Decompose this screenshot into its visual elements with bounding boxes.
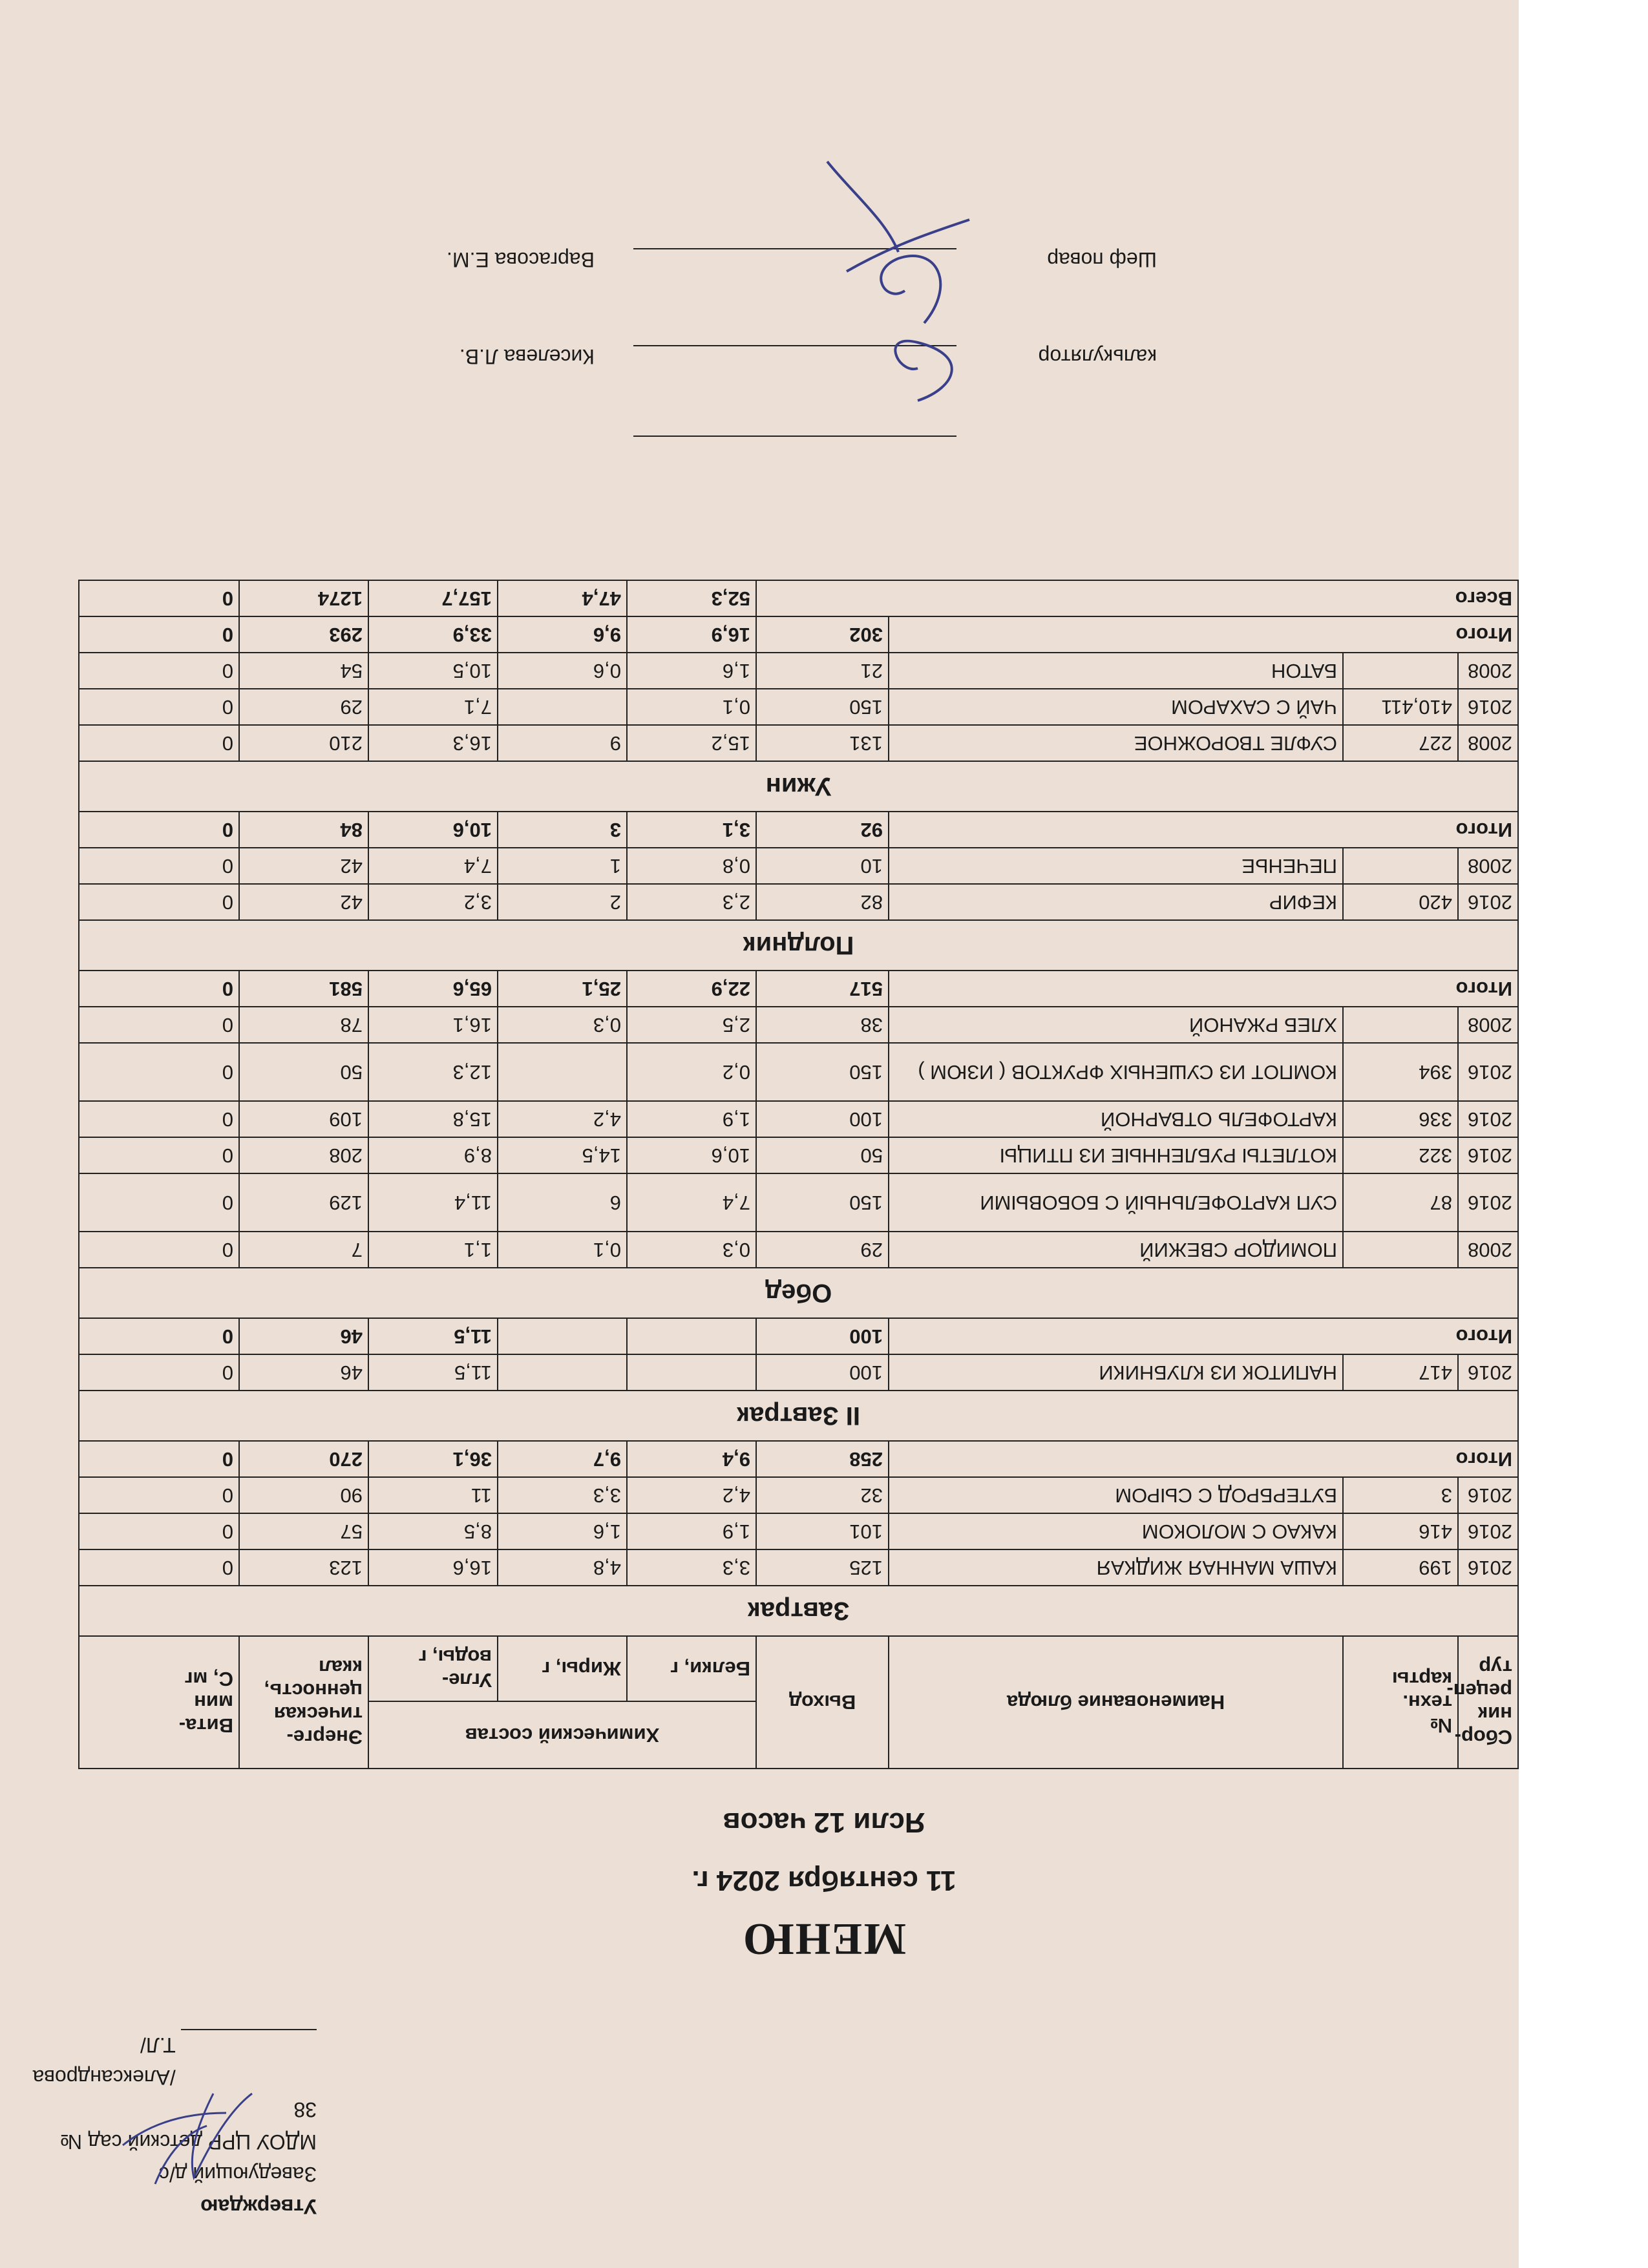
total-label: Итого <box>889 971 1518 1007</box>
cell-vitamin: 0 <box>79 1513 239 1549</box>
table-row <box>79 1477 1518 1513</box>
cell-card: 420 <box>1343 884 1458 920</box>
cell-fats: 0,6 <box>498 653 627 689</box>
grand-total-proteins: 52,3 <box>627 580 756 616</box>
cell-carbs: 11,4 <box>368 1173 498 1232</box>
meal-header-row <box>79 761 1518 812</box>
total-energy: 46 <box>239 1318 368 1354</box>
meal-name: Полдник <box>79 920 1518 971</box>
cell-energy: 78 <box>239 1007 368 1043</box>
cell-card: 416 <box>1343 1513 1458 1549</box>
cell-energy: 90 <box>239 1477 368 1513</box>
total-carbs: 36,1 <box>368 1441 498 1477</box>
total-yield: 517 <box>756 971 889 1007</box>
total-vitamin: 0 <box>79 1318 239 1354</box>
signature-row-extra-line <box>252 426 1157 459</box>
cell-energy: 54 <box>239 653 368 689</box>
cell-yield: 10 <box>756 848 889 884</box>
cell-vitamin: 0 <box>79 689 239 725</box>
signature-role: калькулятор <box>1038 345 1157 368</box>
cell-collection: 2016 <box>1458 884 1518 920</box>
cell-vitamin: 0 <box>79 884 239 920</box>
cell-fats: 0,1 <box>498 1232 627 1268</box>
cell-dish: БАТОН <box>889 653 1343 689</box>
cell-dish: ЧАЙ С САХАРОМ <box>889 689 1343 725</box>
total-vitamin: 0 <box>79 812 239 848</box>
table-row <box>79 1043 1518 1101</box>
cell-card <box>1343 653 1458 689</box>
handwritten-signature <box>801 155 995 414</box>
header-fats: Жиры, г <box>498 1636 627 1701</box>
cell-fats: 9 <box>498 725 627 761</box>
header-carbs: Угле- воды, г <box>368 1636 498 1701</box>
cell-yield: 21 <box>756 653 889 689</box>
total-proteins: 16,9 <box>627 616 756 653</box>
header-tech-card: № техн. карты <box>1343 1636 1458 1769</box>
cell-carbs: 16,3 <box>368 725 498 761</box>
cell-proteins: 4,2 <box>627 1477 756 1513</box>
total-row <box>79 1318 1518 1354</box>
cell-fats: 3,3 <box>498 1477 627 1513</box>
total-yield: 258 <box>756 1441 889 1477</box>
cell-yield: 100 <box>756 1354 889 1391</box>
cell-vitamin: 0 <box>79 1101 239 1137</box>
cell-energy: 42 <box>239 884 368 920</box>
grand-total-fats: 47,4 <box>498 580 627 616</box>
cell-proteins: 1,6 <box>627 653 756 689</box>
cell-proteins: 3,3 <box>627 1549 756 1586</box>
document-date: 11 сентября 2024 г. <box>692 1865 956 1896</box>
cell-yield: 100 <box>756 1101 889 1137</box>
cell-carbs: 11,5 <box>368 1354 498 1391</box>
cell-proteins: 1,9 <box>627 1101 756 1137</box>
cell-yield: 125 <box>756 1549 889 1586</box>
menu-table-body <box>79 580 1518 1636</box>
cell-proteins: 0,8 <box>627 848 756 884</box>
cell-card: 336 <box>1343 1101 1458 1137</box>
cell-proteins: 0,2 <box>627 1043 756 1101</box>
total-row <box>79 1441 1518 1477</box>
total-energy: 270 <box>239 1441 368 1477</box>
cell-dish: БУТЕРБРОД С СЫРОМ <box>889 1477 1343 1513</box>
cell-dish: ПЕЧЕНЬЕ <box>889 848 1343 884</box>
cell-vitamin: 0 <box>79 1477 239 1513</box>
total-yield: 100 <box>756 1318 889 1354</box>
cell-dish: СУФЛЕ ТВОРОЖНОЕ <box>889 725 1343 761</box>
total-row <box>79 812 1518 848</box>
table-row <box>79 1007 1518 1043</box>
cell-proteins: 0,1 <box>627 689 756 725</box>
cell-fats: 6 <box>498 1173 627 1232</box>
signature-person: Варгасова Е.М. <box>447 248 595 271</box>
approval-title: Утверждаю <box>200 2195 317 2218</box>
menu-table <box>78 580 1519 1769</box>
meal-header-row <box>79 1586 1518 1636</box>
cell-yield: 50 <box>756 1137 889 1173</box>
cell-collection: 2016 <box>1458 1137 1518 1173</box>
header-proteins: Белки, г <box>627 1636 756 1701</box>
cell-yield: 150 <box>756 1043 889 1101</box>
table-row <box>79 689 1518 725</box>
table-row <box>79 884 1518 920</box>
cell-fats: 1,6 <box>498 1513 627 1549</box>
cell-proteins: 10,6 <box>627 1137 756 1173</box>
cell-card: 322 <box>1343 1137 1458 1173</box>
header-chem: Химический состав <box>368 1701 756 1769</box>
cell-yield: 131 <box>756 725 889 761</box>
cell-fats: 0,3 <box>498 1007 627 1043</box>
cell-card: 410,411 <box>1343 689 1458 725</box>
cell-card: 3 <box>1343 1477 1458 1513</box>
cell-energy: 46 <box>239 1354 368 1391</box>
cell-yield: 150 <box>756 1173 889 1232</box>
meal-header-row <box>79 920 1518 971</box>
grand-total-vitamin: 0 <box>79 580 239 616</box>
total-vitamin: 0 <box>79 616 239 653</box>
total-carbs: 65,6 <box>368 971 498 1007</box>
cell-collection: 2016 <box>1458 1513 1518 1549</box>
cell-vitamin: 0 <box>79 725 239 761</box>
cell-vitamin: 0 <box>79 1173 239 1232</box>
signature-row-chef <box>252 239 1157 271</box>
meal-header-row <box>79 1268 1518 1318</box>
cell-dish: КАКАО С МОЛОКОМ <box>889 1513 1343 1549</box>
meal-name: Завтрак <box>79 1586 1518 1636</box>
cell-fats: 4,2 <box>498 1101 627 1137</box>
table-row <box>79 1549 1518 1586</box>
total-proteins: 22,9 <box>627 971 756 1007</box>
table-row <box>79 1137 1518 1173</box>
cell-collection: 2016 <box>1458 1043 1518 1101</box>
total-fats: 25,1 <box>498 971 627 1007</box>
signature-underline <box>633 436 956 437</box>
cell-fats: 14,5 <box>498 1137 627 1173</box>
cell-fats <box>498 1354 627 1391</box>
cell-card: 87 <box>1343 1173 1458 1232</box>
total-energy: 581 <box>239 971 368 1007</box>
header-dish: Наименование блюда <box>889 1636 1343 1769</box>
approval-position: Заведующий д/с <box>158 2163 317 2186</box>
cell-collection: 2016 <box>1458 1477 1518 1513</box>
cell-collection: 2016 <box>1458 1101 1518 1137</box>
cell-fats: 1 <box>498 848 627 884</box>
cell-vitamin: 0 <box>79 1137 239 1173</box>
cell-dish: КАРТОФЕЛЬ ОТВАРНОЙ <box>889 1101 1343 1137</box>
total-carbs: 11,5 <box>368 1318 498 1354</box>
total-row <box>79 971 1518 1007</box>
cell-proteins: 2,5 <box>627 1007 756 1043</box>
approval-org: МДОУ ЦРР детский сад № 38 <box>59 2098 317 2154</box>
cell-yield: 29 <box>756 1232 889 1268</box>
cell-energy: 210 <box>239 725 368 761</box>
cell-collection: 2008 <box>1458 1232 1518 1268</box>
cell-vitamin: 0 <box>79 1007 239 1043</box>
total-yield: 302 <box>756 616 889 653</box>
cell-vitamin: 0 <box>79 1043 239 1101</box>
cell-proteins: 1,9 <box>627 1513 756 1549</box>
cell-carbs: 12,3 <box>368 1043 498 1101</box>
grand-total-carbs: 157,7 <box>368 580 498 616</box>
cell-carbs: 10,5 <box>368 653 498 689</box>
cell-yield: 150 <box>756 689 889 725</box>
total-fats: 9,6 <box>498 616 627 653</box>
meal-header-row <box>79 1391 1518 1441</box>
cell-energy: 50 <box>239 1043 368 1101</box>
total-row <box>79 616 1518 653</box>
table-row <box>79 653 1518 689</box>
cell-energy: 208 <box>239 1137 368 1173</box>
cell-proteins: 0,3 <box>627 1232 756 1268</box>
cell-vitamin: 0 <box>79 1549 239 1586</box>
grand-total-energy: 1274 <box>239 580 368 616</box>
total-fats: 3 <box>498 812 627 848</box>
cell-carbs: 16,1 <box>368 1007 498 1043</box>
cell-energy: 29 <box>239 689 368 725</box>
table-row <box>79 1232 1518 1268</box>
grand-total-label: Всего <box>756 580 1518 616</box>
cell-carbs: 11 <box>368 1477 498 1513</box>
signature-role: Шеф повар <box>1047 248 1157 271</box>
cell-carbs: 8,9 <box>368 1137 498 1173</box>
total-proteins <box>627 1318 756 1354</box>
cell-carbs: 16,6 <box>368 1549 498 1586</box>
cell-energy: 42 <box>239 848 368 884</box>
cell-card: 394 <box>1343 1043 1458 1101</box>
cell-fats <box>498 1043 627 1101</box>
cell-energy: 57 <box>239 1513 368 1549</box>
total-vitamin: 0 <box>79 1441 239 1477</box>
cell-yield: 82 <box>756 884 889 920</box>
cell-carbs: 8,5 <box>368 1513 498 1549</box>
cell-dish: СУП КАРТОФЕЛЬНЫЙ С БОБОВЫМИ <box>889 1173 1343 1232</box>
cell-dish: КОТЛЕТЫ РУБЛЕННЫЕ ИЗ ПТИЦЫ <box>889 1137 1343 1173</box>
cell-collection: 2008 <box>1458 1007 1518 1043</box>
cell-collection: 2016 <box>1458 1173 1518 1232</box>
cell-card: 199 <box>1343 1549 1458 1586</box>
cell-proteins: 2,3 <box>627 884 756 920</box>
table-row <box>79 1513 1518 1549</box>
meal-name: Обед <box>79 1268 1518 1318</box>
cell-fats: 2 <box>498 884 627 920</box>
total-label: Итого <box>889 616 1518 653</box>
cell-vitamin: 0 <box>79 653 239 689</box>
cell-fats <box>498 689 627 725</box>
cell-energy: 123 <box>239 1549 368 1586</box>
cell-collection: 2008 <box>1458 725 1518 761</box>
cell-fats: 4,8 <box>498 1549 627 1586</box>
total-label: Итого <box>889 1318 1518 1354</box>
table-row <box>79 1354 1518 1391</box>
signature-person: Киселева Л.В. <box>459 345 595 368</box>
cell-energy: 7 <box>239 1232 368 1268</box>
total-fats: 9,7 <box>498 1441 627 1477</box>
group-name: Ясли 12 часов <box>723 1807 925 1838</box>
cell-collection: 2008 <box>1458 848 1518 884</box>
meal-name: II Завтрак <box>79 1391 1518 1441</box>
signature-underline <box>181 2029 317 2051</box>
total-carbs: 10,6 <box>368 812 498 848</box>
cell-dish: ПОМИДОР СВЕЖИЙ <box>889 1232 1343 1268</box>
cell-card: 227 <box>1343 725 1458 761</box>
cell-dish: КАША МАННАЯ ЖИДКАЯ <box>889 1549 1343 1586</box>
header-vitamin: Вита- мин С, мг <box>79 1636 239 1769</box>
cell-card <box>1343 1007 1458 1043</box>
document-title: МЕНЮ <box>741 1914 907 1964</box>
cell-yield: 38 <box>756 1007 889 1043</box>
cell-vitamin: 0 <box>79 1354 239 1391</box>
table-row <box>79 725 1518 761</box>
header-collection: Сбор- ник рецеп- тур <box>1458 1636 1518 1769</box>
total-energy: 293 <box>239 616 368 653</box>
cell-energy: 109 <box>239 1101 368 1137</box>
total-energy: 84 <box>239 812 368 848</box>
cell-proteins <box>627 1354 756 1391</box>
total-carbs: 33,9 <box>368 616 498 653</box>
total-vitamin: 0 <box>79 971 239 1007</box>
approval-name: /Александрова Т.Л/ <box>32 2033 176 2089</box>
cell-dish: КЕФИР <box>889 884 1343 920</box>
grand-total-row <box>79 580 1518 616</box>
header-energy: Энерге- тическая ценность, ккал <box>239 1636 368 1769</box>
cell-vitamin: 0 <box>79 1232 239 1268</box>
cell-carbs: 15,8 <box>368 1101 498 1137</box>
total-proteins: 3,1 <box>627 812 756 848</box>
cell-yield: 32 <box>756 1477 889 1513</box>
cell-proteins: 15,2 <box>627 725 756 761</box>
cell-collection: 2016 <box>1458 1354 1518 1391</box>
cell-yield: 101 <box>756 1513 889 1549</box>
cell-dish: НАПИТОК ИЗ КЛУБНИКИ <box>889 1354 1343 1391</box>
total-label: Итого <box>889 1441 1518 1477</box>
cell-card: 417 <box>1343 1354 1458 1391</box>
cell-card <box>1343 1232 1458 1268</box>
cell-carbs: 1,1 <box>368 1232 498 1268</box>
cell-collection: 2016 <box>1458 689 1518 725</box>
total-yield: 92 <box>756 812 889 848</box>
cell-dish: ХЛЕБ РЖАНОЙ <box>889 1007 1343 1043</box>
total-fats <box>498 1318 627 1354</box>
cell-dish: КОМПОТ ИЗ СУШЕНЫХ ФРУКТОВ ( ИЗЮМ ) <box>889 1043 1343 1101</box>
table-row <box>79 848 1518 884</box>
cell-carbs: 7,4 <box>368 848 498 884</box>
total-proteins: 9,4 <box>627 1441 756 1477</box>
table-row <box>79 1101 1518 1137</box>
cell-collection: 2016 <box>1458 1549 1518 1586</box>
cell-vitamin: 0 <box>79 848 239 884</box>
cell-card <box>1343 848 1458 884</box>
cell-proteins: 7,4 <box>627 1173 756 1232</box>
cell-energy: 129 <box>239 1173 368 1232</box>
table-row <box>79 1173 1518 1232</box>
cell-collection: 2008 <box>1458 653 1518 689</box>
meal-name: Ужин <box>79 761 1518 812</box>
cell-carbs: 3,2 <box>368 884 498 920</box>
signature-row-calculator <box>252 336 1157 368</box>
total-label: Итого <box>889 812 1518 848</box>
director-signature <box>110 2081 265 2190</box>
header-yield: Выход <box>756 1636 889 1769</box>
cell-carbs: 7,1 <box>368 689 498 725</box>
